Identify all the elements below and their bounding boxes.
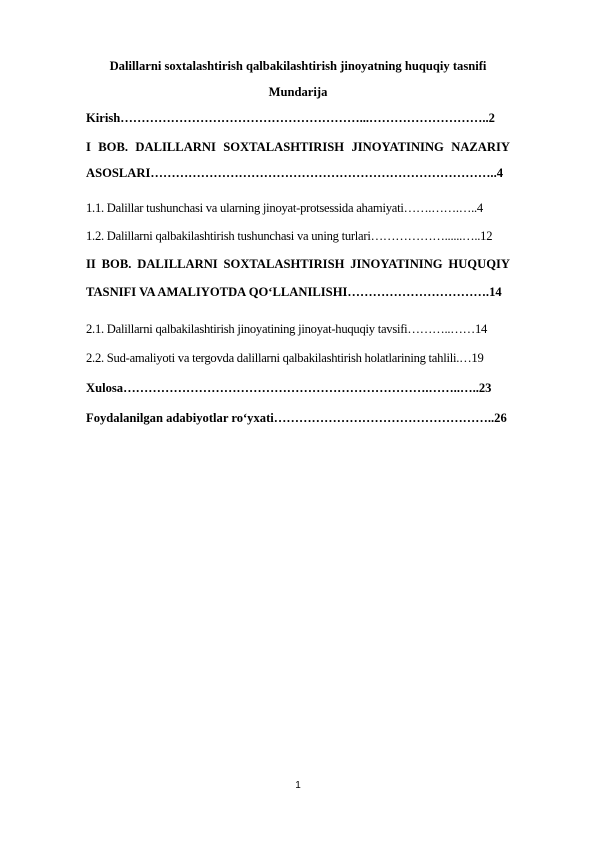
toc-entry-chapter-1-line-2: ASOSLARI………………………………………………………………………..4 <box>86 166 504 180</box>
toc-entry-section-1-1: 1.1. Dalillar tushunchasi va ularning jinoyat-protsessida ahamiyati…….…….…..4 <box>86 201 483 215</box>
toc-entry-chapter-2-line-2: TASNIFI VA AMALIYOTDA QO‘LLANILISHI…………………………….14 <box>86 285 502 299</box>
toc-entry-section-1-2: 1.2. Dalillarni qalbakilashtirish tushunchasi va uning turlari………………......…..12 <box>86 229 493 243</box>
toc-entry-section-2-2: 2.2. Sud-amaliyoti va tergovda dalillarni qalbakilashtirish holatlarining tahlili.…19 <box>86 351 484 365</box>
toc-entry-references: Foydalanilgan adabiyotlar ro‘yxati……………………………………………..26 <box>86 411 507 425</box>
toc-entry-section-2-1: 2.1. Dalillarni qalbakilashtirish jinoyatining jinoyat-huquqiy tavsifi………..……14 <box>86 322 488 336</box>
contents-heading: Mundarija <box>268 85 328 99</box>
toc-entry-intro: Kirish…………………………………………………...………………………..2 <box>86 111 495 125</box>
toc-entry-chapter-2-line-1: II BOB. DALILLARNI SOXTALASHTIRISH JINOYATINING HUQUQIY <box>86 257 510 271</box>
toc-entry-chapter-1-line-1: I BOB. DALILLARNI SOXTALASHTIRISH JINOYATINING NAZARIY <box>86 140 510 154</box>
document-title: Dalillarni soxtalashtirish qalbakilashtirish jinoyatning huquqiy tasnifi <box>109 59 487 73</box>
toc-entry-conclusion: Xulosa……………………………………………………………….……..…..23 <box>86 381 492 395</box>
page-number: 1 <box>295 780 301 791</box>
